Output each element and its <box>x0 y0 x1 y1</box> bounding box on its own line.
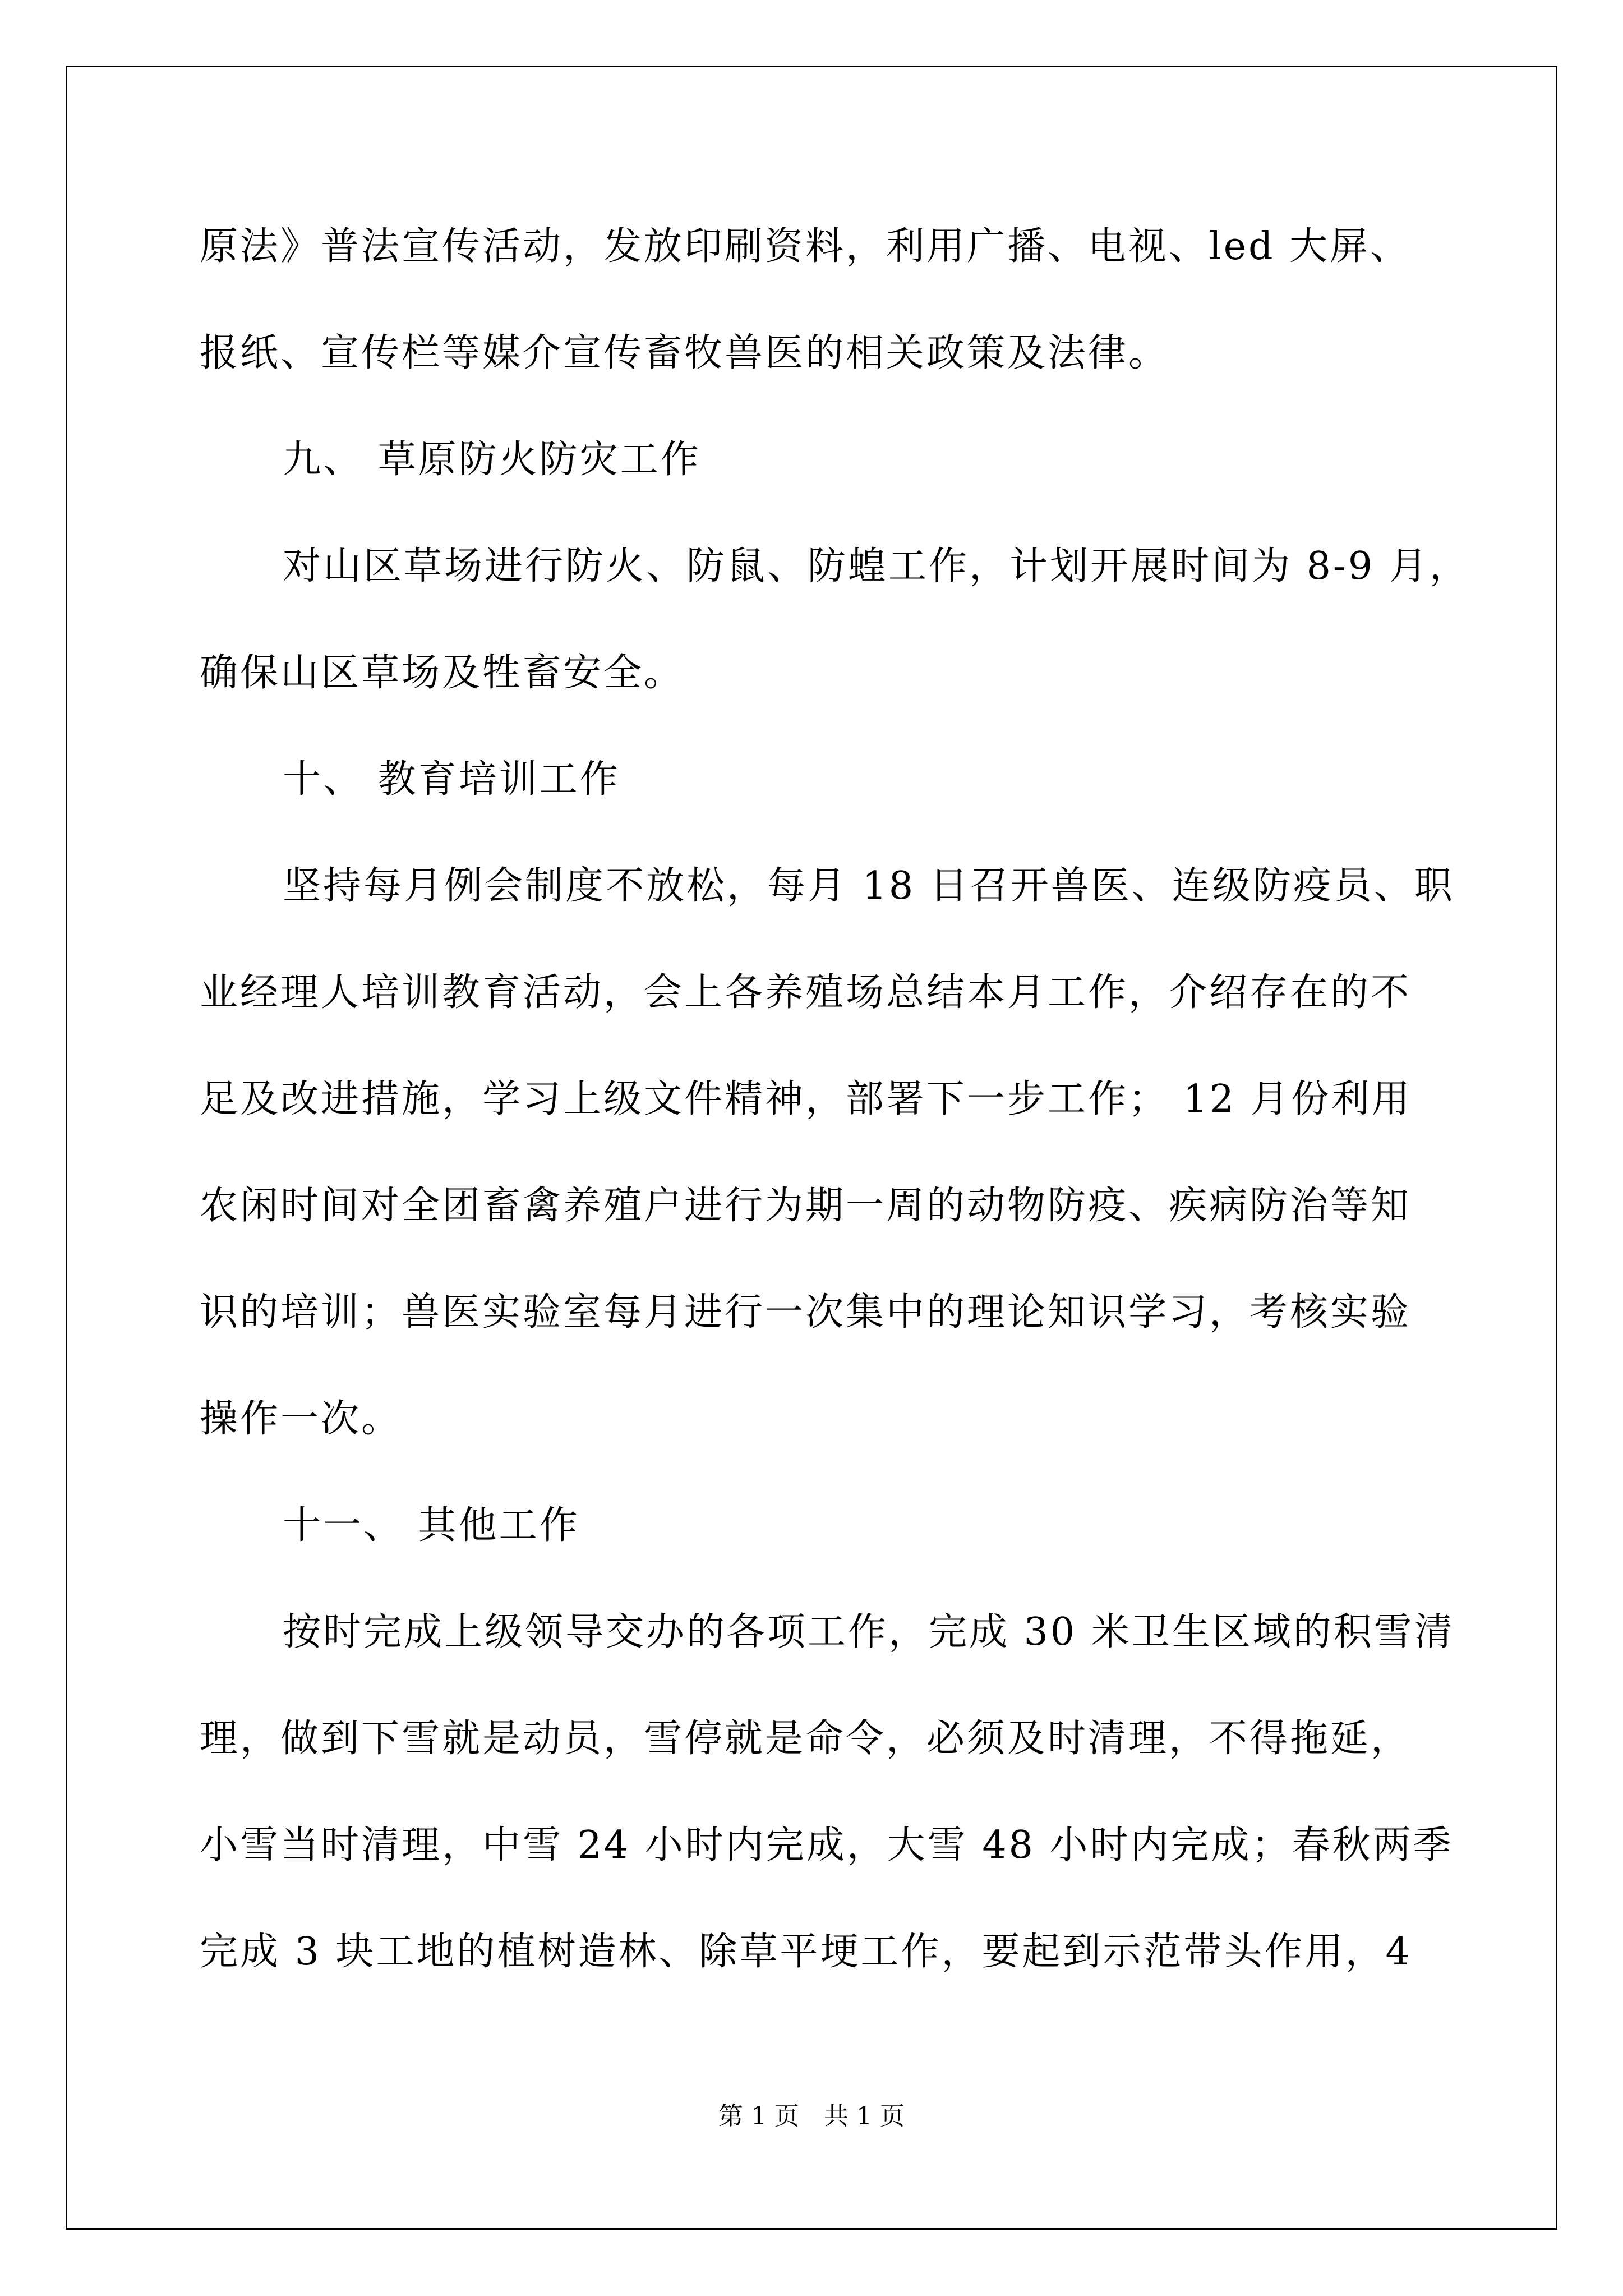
body-text-line: 按时完成上级领导交办的各项工作，完成 30 米卫生区域的积雪清 <box>283 1610 1455 1654</box>
body-text-line: 小雪当时清理，中雪 24 小时内完成，大雪 48 小时内完成；春秋两季 <box>200 1823 1454 1867</box>
body-text-line: 业经理人培训教育活动，会上各养殖场总结本月工作，介绍存在的不 <box>200 970 1412 1015</box>
page-footer-label: 第 1 页 共 1 页 <box>718 2102 905 2131</box>
page-border <box>66 66 1557 2230</box>
section-heading: 十、 教育培训工作 <box>283 757 620 802</box>
body-text-line: 操作一次。 <box>200 1397 402 1441</box>
body-text-line: 理，做到下雪就是动员，雪停就是命令，必须及时清理，不得拖延， <box>200 1717 1412 1761</box>
body-text-line: 足及改进措施，学习上级文件精神，部署下一步工作； 12 月份利用 <box>200 1077 1412 1121</box>
body-text-line: 报纸、宣传栏等媒介宣传畜牧兽医的相关政策及法律。 <box>200 331 1169 375</box>
body-text-line: 对山区草场进行防火、防鼠、防蝗工作，计划开展时间为 8-9 月， <box>283 544 1470 588</box>
body-text-line: 原法》普法宣传活动，发放印刷资料，利用广播、电视、led 大屏、 <box>200 224 1411 269</box>
body-text-line: 完成 3 块工地的植树造林、除草平埂工作，要起到示范带头作用，4 <box>200 1930 1412 1974</box>
section-heading: 十一、 其他工作 <box>283 1503 580 1548</box>
body-text-line: 农闲时间对全团畜禽养殖户进行为期一周的动物防疫、疾病防治等知 <box>200 1184 1412 1228</box>
body-text-line: 坚持每月例会制度不放松，每月 18 日召开兽医、连级防疫员、职 <box>283 864 1455 908</box>
section-heading: 九、 草原防火防灾工作 <box>283 438 701 482</box>
body-text-line: 识的培训；兽医实验室每月进行一次集中的理论知识学习，考核实验 <box>200 1290 1412 1335</box>
body-text-line: 确保山区草场及牲畜安全。 <box>200 651 685 695</box>
